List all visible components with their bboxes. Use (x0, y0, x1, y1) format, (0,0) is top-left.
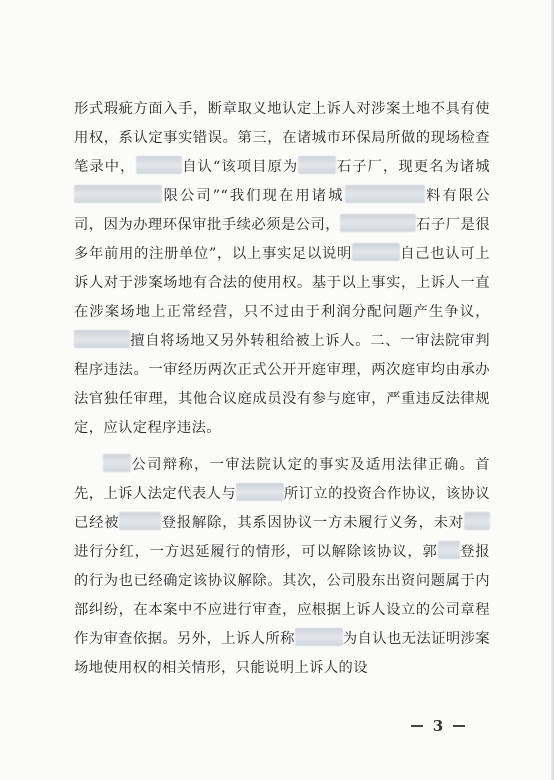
redaction-block (340, 214, 416, 232)
redaction-block (438, 541, 460, 559)
redaction-block (352, 243, 400, 261)
text-run: 所订立的投资合作协议，该协议已经被 (74, 486, 490, 531)
text-run: 石子厂是很多年前用的注册单位”，以上事实足以说明 (74, 217, 491, 262)
text-run: 登报解除，其系因协议一方未履行义务，未对 (161, 515, 465, 531)
page-footer (388, 717, 488, 735)
text-run: 限公司”“我们现在用诸城 (162, 188, 345, 204)
redaction-block (119, 512, 161, 530)
redaction-block (345, 185, 425, 203)
footer-dash-left (411, 725, 423, 727)
text-run: 石子厂，现更名为诸城 (336, 159, 491, 175)
document-body (74, 95, 490, 683)
paragraph-1 (74, 95, 490, 443)
redaction-block (298, 156, 336, 174)
redaction-block (464, 512, 490, 530)
redaction-block (295, 628, 343, 646)
redaction-block (74, 330, 130, 348)
text-run: 为自认也无法证明涉案场地使用权的相关情形，只能说明上诉人的设 (74, 631, 491, 676)
redaction-block (74, 185, 162, 203)
text-run: 自己也认可上诉人对于涉案场地有合法的使用权。基于以上事实，上诉人一直在涉案场地上正常经营，只不过由于利润分配问题产生争议， (74, 246, 490, 320)
redaction-block (236, 483, 284, 501)
paragraph-2 (74, 451, 490, 683)
text-run: 公司辩称，一审法院认定的事实及适用法律正确。首先，上诉人法定代表人与 (74, 457, 490, 502)
redaction-block (136, 156, 182, 174)
text-run: 擅自将场地又另外转租给被上诉人。二、一审法院审判程序违法。一审经历两次正式公开开庭审理，两次庭审均由承办法官独任审理，其他合议庭成员没有参与庭审，严重违反法律规定，应认定程序违法。 (74, 333, 490, 436)
footer-dash-right (453, 725, 465, 727)
text-run: 登报的行为也已经确定该协议解除。其次，公司股东出资问题属于内部纠纷，在本案中不应进行审查，应根据上诉人设立的公司章程作为审查依据。另外，上诉人所称 (74, 544, 490, 647)
page-number: 3 (432, 717, 444, 735)
text-run: 自认“该项目原为 (181, 159, 299, 175)
redaction-block (103, 454, 131, 472)
text-run: 料有限公司，因为办理环保审批手续必须是公司， (74, 188, 490, 233)
text-run: 进行分红，一方迟延履行的情形，可以解除该协议，郭 (74, 544, 438, 560)
text-run: 形式瑕疵方面入手，断章取义地认定上诉人对涉案土地不具有使用权，系认定事实错误。第三，在诸城市环保局所做的现场检查笔录中， (74, 101, 490, 175)
